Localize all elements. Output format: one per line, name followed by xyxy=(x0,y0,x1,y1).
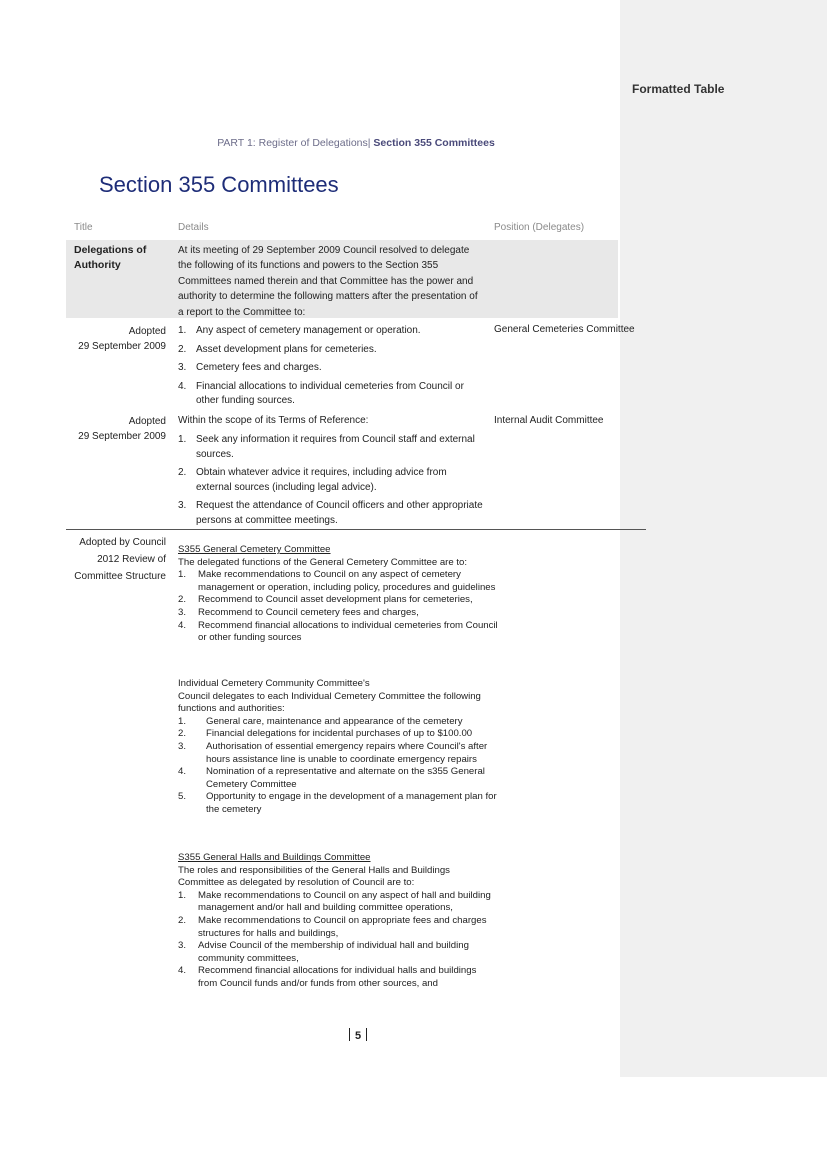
item-text: Advise Council of the membership of individual hall and building community committees, xyxy=(198,940,469,964)
cemetery-committee-heading: S355 General Cemetery Committee xyxy=(178,544,331,555)
item-number: 2. xyxy=(178,467,187,478)
delegations-text: At its meeting of 29 September 2009 Council resolved to delegate the following of its functions and powers to the Section 355 Committees named therein and that Committee has the power and authority to determine the following matters after the presentation of a report to the Committee to: xyxy=(178,245,478,318)
formatted-table-label: Formatted Table xyxy=(632,82,725,96)
row2-position: Internal Audit Committee xyxy=(494,415,604,426)
list-item xyxy=(178,766,498,791)
item-text: Make recommendations to Council on any aspect of cemetery management or operation, including policy, procedures and guidelines xyxy=(198,569,496,593)
cemetery-committee-block xyxy=(178,544,498,645)
list-item xyxy=(178,466,483,495)
item-number: 5. xyxy=(178,791,187,803)
item-number: 2. xyxy=(178,728,187,740)
item-number: 3. xyxy=(178,500,187,511)
item-number: 3. xyxy=(178,362,187,373)
halls-committee-list xyxy=(178,890,498,991)
item-number: 4. xyxy=(178,380,187,392)
comments-sidebar xyxy=(620,0,827,1077)
cemetery-committee-intro: The delegated functions of the General Cemetery Committee are to: xyxy=(178,556,468,568)
individual-committee-intro: Council delegates to each Individual Cemetery Committee the following functions and authorities: xyxy=(178,690,481,715)
halls-committee-block xyxy=(178,852,498,991)
item-number: 4. xyxy=(178,965,187,977)
item-number: 2. xyxy=(178,594,187,606)
list-item xyxy=(178,607,498,620)
item-text: Nomination of a representative and alternate on the s355 General Cemetery Committee xyxy=(206,766,485,790)
item-text: Make recommendations to Council on appropriate fees and charges structures for halls and buildings, xyxy=(198,914,487,939)
individual-committee-list xyxy=(178,716,498,817)
halls-committee-intro: The roles and responsibilities of the General Halls and Buildings Committee as delegated by resolution of Council are to: xyxy=(178,864,450,889)
item-number: 3. xyxy=(178,940,187,952)
list-item xyxy=(178,728,498,741)
row2-adopted xyxy=(66,414,166,444)
header-prefix: PART 1: Register of Delegations| xyxy=(217,137,371,149)
page-number-bar-left xyxy=(349,1028,350,1041)
item-number: 1. xyxy=(178,889,187,901)
individual-committee-heading: Individual Cemetery Community Committee's xyxy=(178,678,370,689)
list-item xyxy=(178,940,498,965)
item-text: Opportunity to engage in the development of a management plan for the cemetery xyxy=(206,791,497,815)
item-number: 2. xyxy=(178,914,187,926)
item-number: 1. xyxy=(178,325,187,336)
list-item xyxy=(178,343,483,358)
item-text: Make recommendations to Council on any aspect of hall and building management and/or hall and building committee operations, xyxy=(198,889,491,914)
halls-committee-heading: S355 General Halls and Buildings Committee xyxy=(178,852,371,863)
item-number: 1. xyxy=(178,569,187,581)
list-item xyxy=(178,594,498,607)
list-item xyxy=(178,433,483,462)
item-text: Recommend to Council asset development plans for cemeteries, xyxy=(198,594,473,606)
item-text: Recommend financial allocations to individual cemeteries from Council or other funding sources xyxy=(198,619,498,644)
item-number: 1. xyxy=(178,434,187,445)
row1-adopted-date: 29 September 2009 xyxy=(78,341,166,352)
item-text: Cemetery fees and charges. xyxy=(196,362,322,373)
item-text: Authorisation of essential emergency repairs where Council's after hours assistance line is unable to coordinate emergency repairs xyxy=(206,740,488,765)
page-number xyxy=(344,1028,372,1042)
individual-committee-block xyxy=(178,678,498,817)
item-number: 4. xyxy=(178,619,187,631)
row1-adopted xyxy=(66,324,166,354)
item-text: Financial delegations for incidental purchases of up to $100.00 xyxy=(206,728,473,740)
item-text: Financial allocations to individual cemeteries from Council or other funding sources. xyxy=(196,380,464,406)
list-item xyxy=(178,890,498,915)
list-item xyxy=(178,915,498,940)
row1-adopted-label: Adopted xyxy=(128,326,166,337)
row2-intro: Within the scope of its Terms of Reference: xyxy=(178,415,369,426)
item-text: Recommend to Council cemetery fees and charges, xyxy=(198,606,419,618)
row2-adopted-label: Adopted xyxy=(128,416,166,427)
item-number: 1. xyxy=(178,715,187,727)
page-number-bar-right xyxy=(366,1028,367,1041)
header-section: Section 355 Committees xyxy=(373,137,495,149)
item-text: Asset development plans for cemeteries. xyxy=(196,343,377,355)
item-text: General care, maintenance and appearance of the cemetery xyxy=(206,715,463,727)
list-item xyxy=(178,791,498,816)
delegations-title: Delegations of Authority xyxy=(74,244,147,271)
list-item xyxy=(178,620,498,645)
item-text: Request the attendance of Council officers and other appropriate persons at committee meetings. xyxy=(196,500,483,526)
item-text: Obtain whatever advice it requires, including advice from external sources (including legal advice). xyxy=(196,467,447,493)
column-header-details: Details xyxy=(178,222,209,233)
list-item xyxy=(178,380,483,409)
list-item xyxy=(178,741,498,766)
row-divider xyxy=(66,529,646,530)
item-number: 3. xyxy=(178,740,187,752)
item-number: 3. xyxy=(178,606,187,618)
item-text: Any aspect of cemetery management or operation. xyxy=(196,325,421,336)
page-header xyxy=(0,137,712,149)
row2-list xyxy=(178,433,483,532)
list-item xyxy=(178,965,498,990)
cemetery-committee-list xyxy=(178,569,498,645)
column-header-position: Position (Delegates) xyxy=(494,222,585,233)
page-title: Section 355 Committees xyxy=(99,172,339,197)
list-item xyxy=(178,569,498,594)
row1-list xyxy=(178,324,483,413)
item-number: 2. xyxy=(178,343,187,355)
item-number: 4. xyxy=(178,766,187,778)
column-header-title: Title xyxy=(74,222,93,233)
page-number-value: 5 xyxy=(355,1030,362,1042)
item-text: Seek any information it requires from Council staff and external sources. xyxy=(196,434,475,460)
list-item xyxy=(178,716,498,729)
list-item xyxy=(178,499,483,528)
list-item xyxy=(178,324,483,339)
row2-adopted-date: 29 September 2009 xyxy=(78,431,166,442)
row3-adopted: Adopted by Council 2012 Review of Committee Structure xyxy=(74,537,166,582)
list-item xyxy=(178,361,483,376)
item-text: Recommend financial allocations for individual halls and buildings from Council funds and/or funds from other sources, and xyxy=(198,965,477,989)
row1-position: General Cemeteries Committee xyxy=(494,324,635,335)
